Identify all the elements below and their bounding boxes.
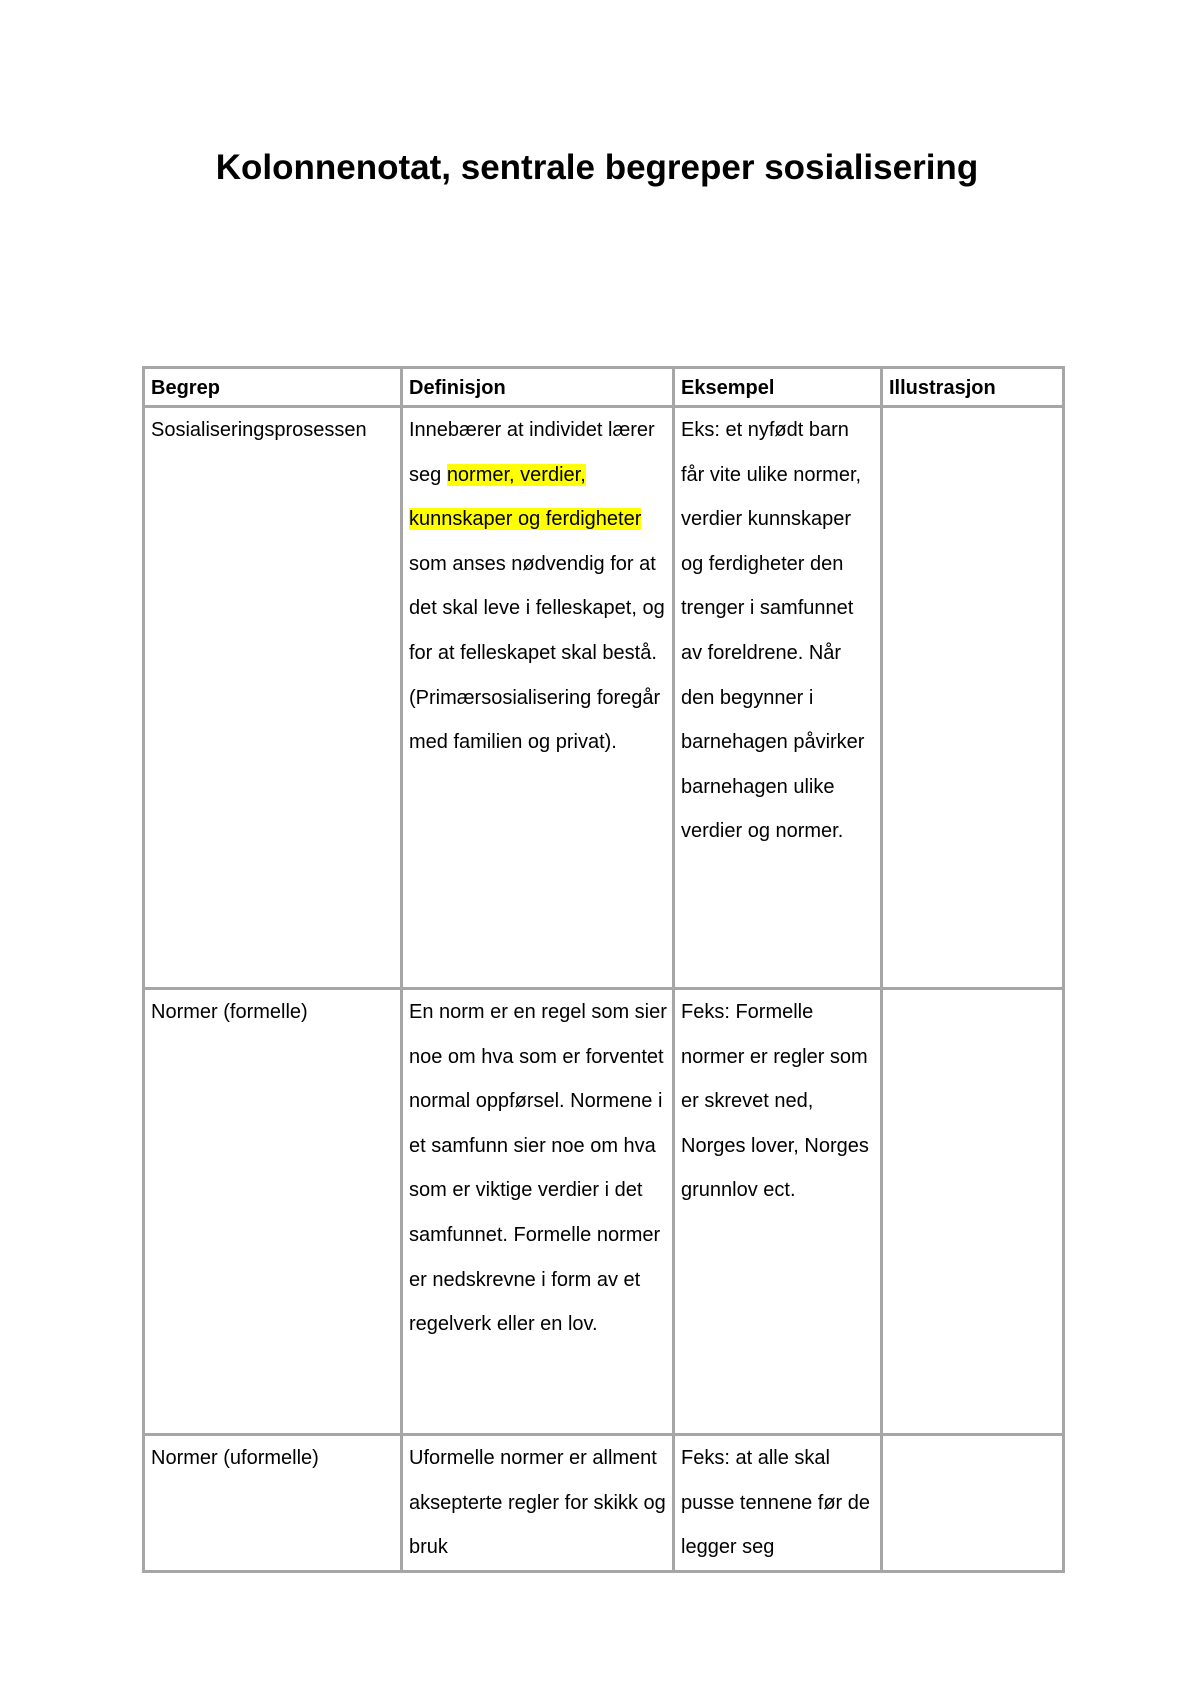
cell-definisjon bbox=[402, 989, 674, 1435]
cell-illustrasjon bbox=[882, 1435, 1064, 1572]
definisjon-text-continued: som anses nødvendig for at det skal leve i felleskapet, og for at felleskapet skal bestå. (Primærsosialisering foregår med familien og privat). bbox=[409, 552, 665, 754]
table-row-formelle-normer bbox=[144, 989, 1064, 1435]
header-begrep: Begrep bbox=[144, 368, 402, 407]
table-row-uformelle-normer bbox=[144, 1435, 1064, 1572]
header-illustrasjon: Illustrasjon bbox=[882, 368, 1064, 407]
cell-eksempel: Feks: Formelle normer er regler som er skrevet ned, Norges lover, Norges grunnlov ect. bbox=[674, 989, 882, 1435]
cell-begrep: Normer (formelle) bbox=[144, 989, 402, 1435]
header-definisjon: Definisjon bbox=[402, 368, 674, 407]
definisjon-text: En norm er en regel som sier noe om hva som er forventet normal oppførsel. Normene i et samfunn sier noe om hva som er viktige verdier i det samfunnet. Formelle normer er nedskrevne i form av et regelverk eller en lov. bbox=[409, 1001, 667, 1336]
cell-begrep: Sosialiseringsprosessen bbox=[144, 407, 402, 989]
table-row-sosialisering bbox=[144, 407, 1064, 989]
table-header-row bbox=[144, 368, 1064, 407]
cell-illustrasjon bbox=[882, 989, 1064, 1435]
highlighted-text: normer, verdier, kunnskaper og ferdigheter bbox=[409, 463, 642, 531]
page-title: Kolonnenotat, sentrale begreper sosialisering bbox=[215, 148, 979, 187]
concept-table bbox=[142, 366, 1065, 1573]
cell-eksempel: Eks: et nyfødt barn får vite ulike normer, verdier kunnskaper og ferdigheter den trenger i samfunnet av foreldrene. Når den begynner i barnehagen påvirker barnehagen ulike verdier og normer. bbox=[674, 407, 882, 989]
cell-begrep: Normer (uformelle) bbox=[144, 1435, 402, 1572]
header-eksempel: Eksempel bbox=[674, 368, 882, 407]
cell-definisjon bbox=[402, 1435, 674, 1572]
cell-eksempel: Feks: at alle skal pusse tennene før de legger seg bbox=[674, 1435, 882, 1572]
cell-definisjon bbox=[402, 407, 674, 989]
cell-illustrasjon bbox=[882, 407, 1064, 989]
definisjon-text: Uformelle normer er allment aksepterte regler for skikk og bruk bbox=[409, 1447, 666, 1559]
definisjon-text: Innebærer at individet lærer seg bbox=[409, 419, 655, 486]
